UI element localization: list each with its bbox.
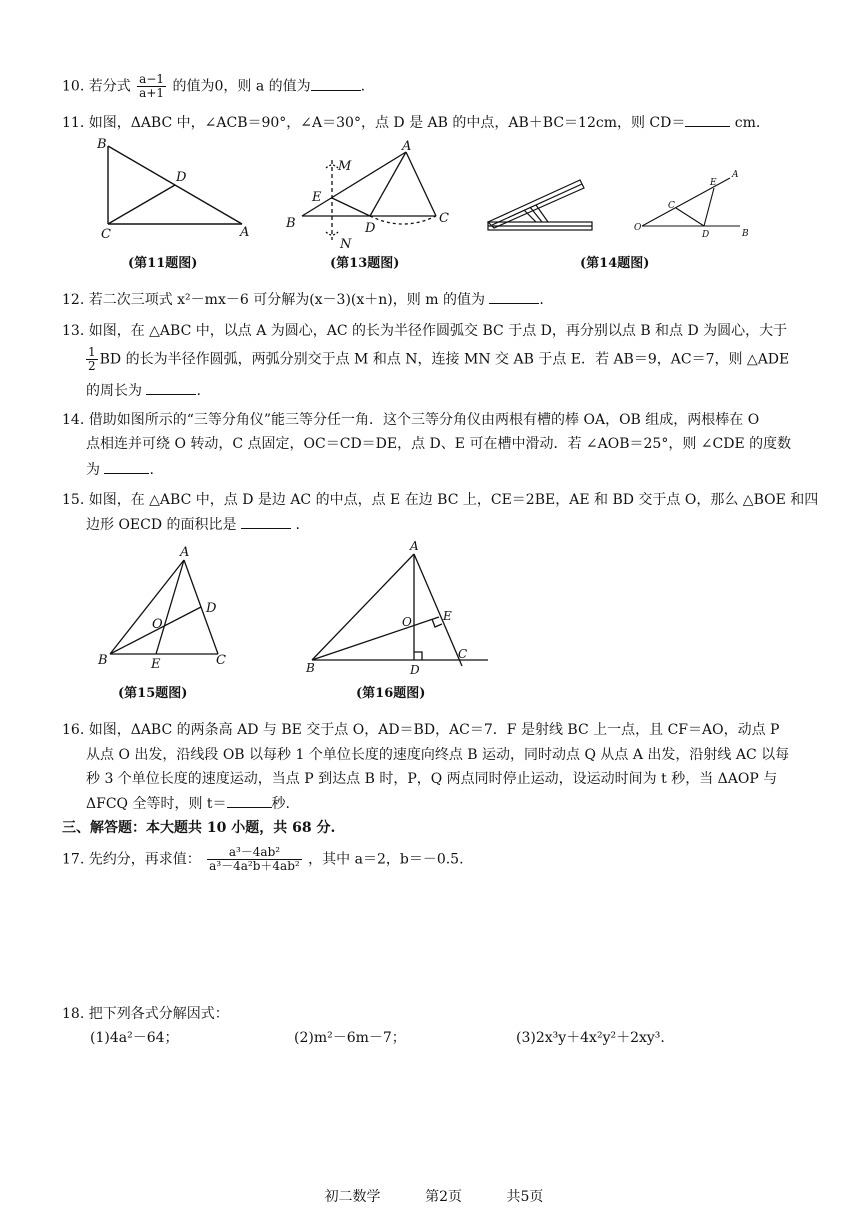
question-15-line1: 15. 如图，在 △ABC 中，点 D 是边 AC 的中点，点 E 在边 BC 上，CE＝2BE，AE 和 BD 交于点 O，那么 △BOE 和四: [62, 492, 819, 508]
segment-ae: [156, 560, 184, 654]
figure-14: [632, 166, 758, 240]
figure-13: [282, 140, 462, 252]
segment-ad: [370, 152, 406, 216]
question-14-line3: 为 .: [86, 459, 154, 480]
point-label: C: [668, 201, 675, 211]
page-footer: 初二数学 第2页 共5页: [324, 1189, 544, 1205]
question-16-line1: 16. 如图，ΔABC 的两条高 AD 与 BE 交于点 O，AD＝BD，AC＝7．F 是射线 BC 上一点，且 CF＝AO，动点 P: [62, 722, 780, 738]
fraction: $\frac{a-1}{a+1}$: [139, 72, 165, 100]
question-16-line4: ΔFCQ 全等时，则 t＝ 秒.: [86, 793, 290, 814]
question-18-part1: (1)4a²－64；: [90, 1030, 179, 1046]
point-label: C: [458, 647, 468, 661]
ray-oa: [642, 178, 730, 226]
segment-ed: [332, 198, 370, 216]
question-12: 12. 若二次三项式 x²－mx－6 可分解为(x－3)(x＋n)，则 m 的值为 .: [62, 289, 544, 310]
segment-cd: [676, 208, 704, 226]
question-10: 10. 若分式 $\frac{a-1}{a+1}$ 的值为0，则 a 的值为 .: [62, 72, 366, 100]
question-18-part3: (3)2x³y＋4x²y²＋2xy³.: [516, 1030, 665, 1046]
segment-ba: [302, 152, 406, 216]
figure-15: [96, 540, 242, 670]
point-label: A: [732, 170, 739, 180]
point-label: B: [286, 216, 296, 231]
segment-cd: [108, 185, 175, 224]
question-14-line1: 14. 借助如图所示的“三等分角仪”能三等分任一角．这个三等分角仪由两根有槽的棒 OA，OB 组成，两根棒在 O: [62, 412, 760, 428]
segment-ba: [110, 560, 184, 654]
question-17: 17. 先约分，再求值： $\frac{\text{a³－4ab²}}{\text{a³－4a²b＋4ab²}}$ ，其中 a＝2，b＝－0.5.: [62, 845, 464, 873]
point-label: O: [402, 615, 412, 629]
right-angle-d: [414, 652, 422, 660]
question-16-line2: 从点 O 出发，沿线段 OB 以每秒 1 个单位长度的速度向终点 B 运动，同时动点 Q 从点 A 出发，沿射线 AC 以每: [86, 747, 790, 763]
answer-blank[interactable]: [489, 289, 539, 304]
segment-ac: [406, 152, 436, 216]
point-label: D: [365, 221, 376, 236]
arc-dc: [370, 216, 436, 224]
question-13-line3: 的周长为 .: [86, 380, 201, 401]
answer-blank[interactable]: [311, 76, 361, 91]
right-angle-e: [432, 619, 442, 627]
caption-16: (第16题图): [356, 686, 426, 701]
figure-11: [92, 136, 262, 246]
point-label: A: [410, 539, 419, 553]
fraction: $\frac{\text{a³－4ab²}}{\text{a³－4a²b＋4ab²}}$: [209, 845, 300, 873]
section-heading: 三、解答题：本大题共 10 小题，共 68 分.: [62, 820, 336, 836]
point-label: N: [340, 237, 352, 252]
point-label: B: [306, 661, 315, 675]
question-16-line3: 秒 3 个单位长度的速度运动，当点 P 到达点 B 时，P，Q 两点同时停止运动，设运动时间为 t 秒，当 ΔAOP 与: [86, 771, 778, 787]
point-label: B: [742, 229, 749, 239]
question-14-line2: 点相连并可绕 O 转动，C 点固定，OC＝CD＝DE，点 D、E 可在槽中滑动．若 ∠AOB＝25°，则 ∠CDE 的度数: [86, 436, 792, 452]
point-label: A: [402, 140, 412, 154]
point-label: C: [101, 227, 111, 242]
fraction: $\frac{1}{2}$: [88, 345, 96, 373]
question-13-line1: 13. 如图，在 △ABC 中，以点 A 为圆心，AC 的长为半径作圆弧交 BC 于点 D，再分别以点 B 和点 D 为圆心，大于: [62, 323, 788, 339]
point-label: E: [443, 609, 452, 623]
point-label: B: [97, 137, 107, 152]
point-label: E: [312, 190, 322, 205]
point-label: O: [152, 617, 163, 632]
question-18-part2: (2)m²－6m－7；: [294, 1030, 406, 1046]
answer-blank[interactable]: [104, 459, 149, 474]
point-label: B: [98, 653, 108, 668]
point-label: C: [439, 211, 449, 226]
segment-de: [704, 188, 714, 226]
answer-blank[interactable]: [146, 380, 196, 395]
point-label: D: [702, 230, 710, 240]
point-label: O: [634, 223, 642, 233]
point-label: E: [710, 178, 717, 188]
point-label: D: [410, 663, 420, 677]
segment-ba: [312, 554, 414, 660]
caption-13: (第13题图): [330, 256, 400, 271]
trisector-device-illustration: [484, 172, 608, 238]
caption-11: (第11题图): [128, 256, 198, 271]
point-label: D: [176, 170, 187, 185]
altitude-be: [312, 617, 439, 660]
point-label: M: [338, 159, 352, 174]
answer-blank[interactable]: [227, 793, 272, 808]
point-label: E: [151, 657, 161, 670]
caption-14: (第14题图): [580, 256, 650, 271]
point-label: A: [180, 545, 190, 560]
point-label: A: [240, 225, 250, 240]
answer-blank[interactable]: [685, 112, 730, 127]
question-13-line2: $\frac{1}{2}$ BD 的长为半径作圆弧，两弧分别交于点 M 和点 N，连接 MN 交 AB 于点 E．若 AB＝9，AC＝7，则 △ADE: [88, 345, 790, 373]
figure-16: [302, 538, 492, 678]
answer-blank[interactable]: [241, 514, 291, 529]
point-label: D: [206, 601, 217, 616]
question-11: 11. 如图，ΔABC 中，∠ACB＝90°，∠A＝30°，点 D 是 AB 的中点，AB＋BC＝12cm，则 CD＝ cm.: [62, 112, 760, 133]
question-18: 18. 把下列各式分解因式：: [62, 1006, 229, 1022]
question-15-line2: 边形 OECD 的面积比是 .: [86, 514, 300, 535]
line-ac: [414, 554, 462, 666]
caption-15: (第15题图): [118, 686, 188, 701]
point-label: C: [216, 653, 226, 668]
